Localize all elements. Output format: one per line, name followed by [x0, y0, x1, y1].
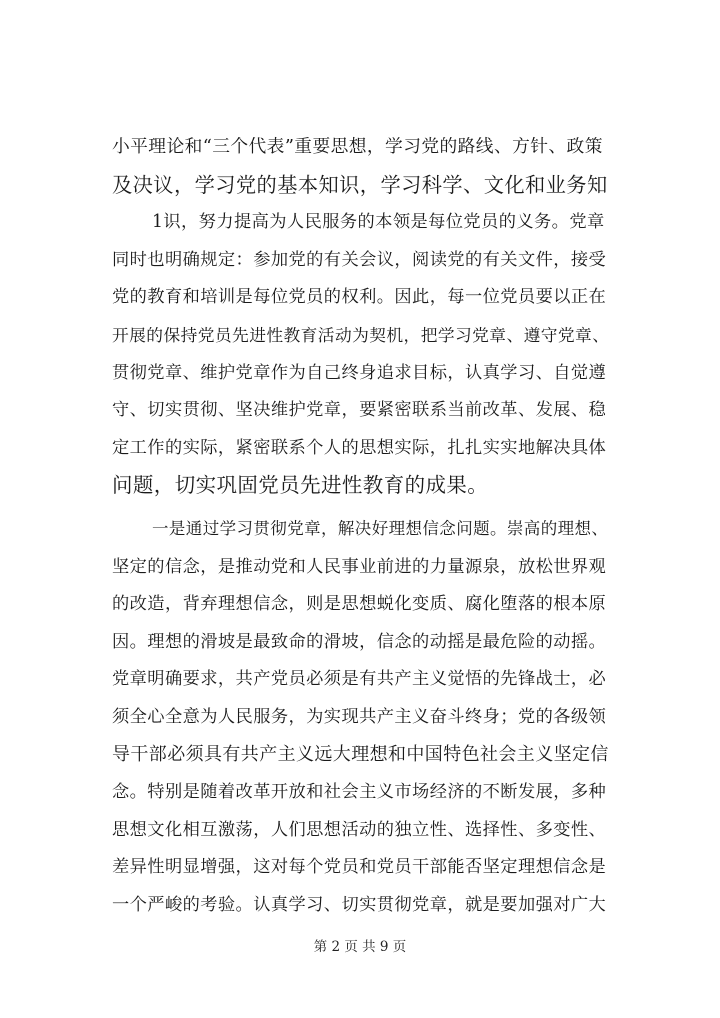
text-line-20: 差异性明显增强，这对每个党员和党员干部能否坚定理想信念是 — [112, 857, 607, 878]
text-line-15: 党章明确要求，共产党员必须是有共产主义觉悟的先锋战士，必 — [112, 669, 607, 690]
text-line-1: 小平理论和“三个代表”重要思想，学习党的路线、方针、政策 — [112, 137, 603, 157]
text-line-3: 1识，努力提高为人民服务的本领是每位党员的义务。党章 — [152, 212, 605, 233]
text-line-5: 党的教育和培训是每位党员的权利。因此，每一位党员要以正在 — [112, 287, 607, 308]
text-line-16: 须全心全意为人民服务，为实现共产主义奋斗终身；党的各级领 — [112, 707, 607, 727]
text-line-21: 一个严峻的考验。认真学习、切实贯彻党章，就是要加强对广大 — [112, 895, 607, 915]
text-line-8: 守、切实贯彻、坚决维护党章，要紧密联系当前改革、发展、稳 — [112, 400, 607, 421]
text-line-10: 问题，切实巩固党员先进性教育的成果。 — [112, 473, 489, 498]
text-line-6: 开展的保持党员先进性教育活动为契机，把学习党章、遵守党章、 — [112, 325, 610, 345]
text-line-4: 同时也明确规定：参加党的有关会议，阅读党的有关文件，接受 — [112, 249, 607, 270]
text-line-13: 的改造，背弃理想信念，则是思想蜕化变质、腐化堕落的根本原 — [112, 594, 607, 615]
text-line-14: 因。理想的滑坡是最致命的滑坡，信念的动摇是最危险的动摇。 — [112, 631, 607, 652]
text-line-17: 导干部必须具有共产主义远大理想和中国特色社会主义坚定信 — [112, 743, 609, 765]
page-footer: 第 2 页 共 9 页 — [313, 939, 407, 955]
text-line-9: 定工作的实际，紧密联系个人的思想实际，扎扎实实地解决具体 — [112, 437, 607, 458]
text-line-12: 坚定的信念，是推动党和人民事业前进的力量源泉，放松世界观 — [112, 556, 607, 577]
text-line-19: 思想文化相互激荡，人们思想活动的独立性、选择性、多变性、 — [112, 819, 607, 840]
text-line-7: 贯彻党章、维护党章作为自己终身追求目标，认真学习、自觉遵 — [112, 362, 607, 383]
text-line-2: 及决议，学习党的基本知识，学习科学、文化和业务知 — [112, 172, 608, 197]
text-line-18: 念。特别是随着改革开放和社会主义市场经济的不断发展，多种 — [112, 782, 607, 803]
text-line-11: 一是通过学习贯彻党章，解决好理想信念问题。崇高的理想、 — [152, 519, 609, 538]
